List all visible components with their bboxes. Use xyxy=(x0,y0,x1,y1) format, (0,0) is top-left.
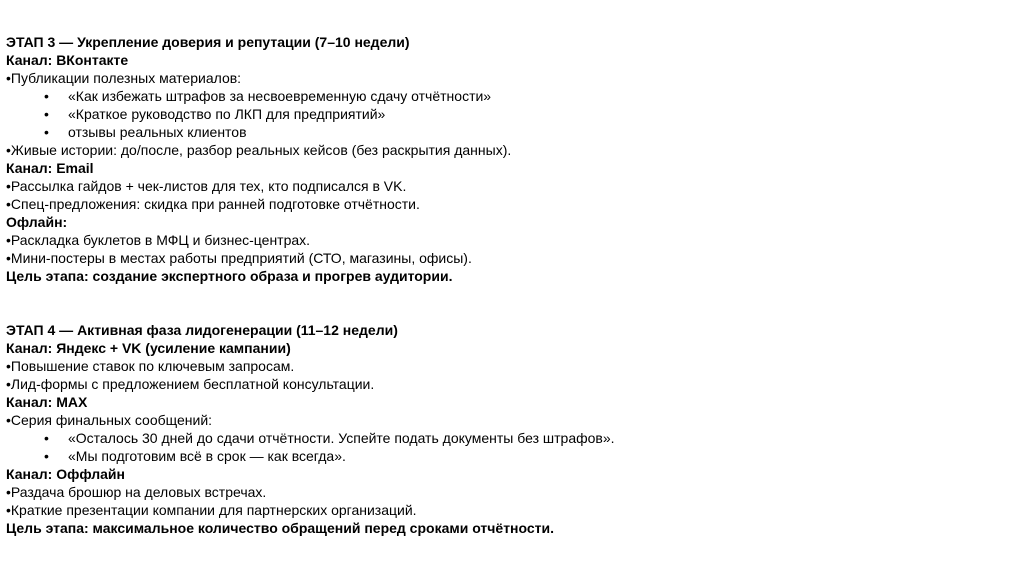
stage4-presentations: •Краткие презентации компании для партнерских организаций. xyxy=(6,502,417,518)
sub-item-text: «Краткое руководство по ЛКП для предприятий» xyxy=(68,106,386,122)
stage3-mailing: •Рассылка гайдов + чек-листов для тех, кто подписался в VK. xyxy=(6,178,407,194)
stage3-channel-email: Канал: Email xyxy=(6,160,94,176)
stage3-channel-vk: Канал: ВКонтакте xyxy=(6,52,129,68)
stage3-offline-label: Офлайн: xyxy=(6,214,68,230)
stage3-live-stories: •Живые истории: до/после, разбор реальных кейсов (без раскрытия данных). xyxy=(6,142,512,158)
list-item xyxy=(6,429,1016,447)
bullet: • xyxy=(44,448,49,464)
stage3-goal: Цель этапа: создание экспертного образа и прогрев аудитории. xyxy=(6,268,453,284)
document-body xyxy=(6,33,1016,537)
sub-item-text: отзывы реальных клиентов xyxy=(68,124,247,140)
bullet: • xyxy=(44,106,49,122)
stage3-publications: •Публикации полезных материалов: xyxy=(6,70,242,86)
sub-item-text: «Мы подготовим всё в срок — как всегда». xyxy=(68,448,346,464)
stage4-channel-max: Канал: MAX xyxy=(6,394,88,410)
stage4-bids: •Повышение ставок по ключевым запросам. xyxy=(6,358,295,374)
list-item xyxy=(6,123,1016,141)
bullet: • xyxy=(44,88,49,104)
bullet: • xyxy=(44,430,49,446)
list-item xyxy=(6,87,1016,105)
stage4-final-messages: •Серия финальных сообщений: xyxy=(6,412,213,428)
stage4-goal: Цель этапа: максимальное количество обращений перед сроками отчётности. xyxy=(6,520,555,536)
sub-item-text: «Осталось 30 дней до сдачи отчётности. Успейте подать документы без штрафов». xyxy=(68,430,615,446)
list-item xyxy=(6,447,1016,465)
stage3-booklets: •Раскладка буклетов в МФЦ и бизнес-центрах. xyxy=(6,232,311,248)
sub-item-text: «Как избежать штрафов за несвоевременную сдачу отчётности» xyxy=(68,88,492,104)
stage3-special-offers: •Спец-предложения: скидка при ранней подготовке отчётности. xyxy=(6,196,420,212)
stage3-posters: •Мини-постеры в местах работы предприятий (СТО, магазины, офисы). xyxy=(6,250,472,266)
stage4-channel-offline: Канал: Оффлайн xyxy=(6,466,125,482)
stage4-channel-yandex: Канал: Яндекс + VK (усиление кампании) xyxy=(6,340,291,356)
stage4-title: ЭТАП 4 — Активная фаза лидогенерации (11–12 недели) xyxy=(6,322,398,338)
bullet: • xyxy=(44,124,49,140)
stage3-title: ЭТАП 3 — Укрепление доверия и репутации (7–10 недели) xyxy=(6,34,410,50)
stage4-brochures: •Раздача брошюр на деловых встречах. xyxy=(6,484,267,500)
stage4-lead-forms: •Лид-формы с предложением бесплатной консультации. xyxy=(6,376,375,392)
section-spacer xyxy=(6,285,1016,321)
list-item xyxy=(6,105,1016,123)
